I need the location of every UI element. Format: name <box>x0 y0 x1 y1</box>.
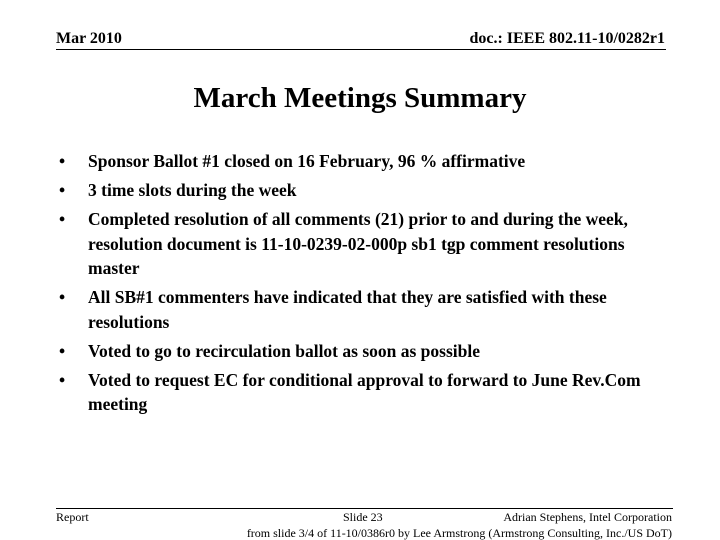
bullet-icon: • <box>59 340 66 361</box>
footer-label: Report <box>56 510 89 524</box>
bullet-icon: • <box>59 151 66 171</box>
footer-slide-number: Slide 23 <box>343 510 383 524</box>
bullet-text: Voted to request EC for conditional approval to forward to June Rev.Com meeting <box>88 369 641 414</box>
bullet-item <box>55 339 665 364</box>
bullet-item <box>55 368 665 417</box>
bullet-item <box>55 149 665 174</box>
bullet-icon: • <box>59 369 66 390</box>
bullet-text: Completed resolution of all comments (21) prior to and during the week, resolution document is 11-10-0239-02-000p sb1 tgp comment resolutions master <box>88 209 628 278</box>
footer-source: from slide 3/4 of 11-10/0386r0 by Lee Armstrong (Armstrong Consulting, Inc./US DoT) <box>246 526 672 540</box>
bullet-item <box>55 207 665 281</box>
slide-title: March Meetings Summary <box>193 82 527 114</box>
bullet-text: Voted to go to recirculation ballot as soon as possible <box>88 340 480 361</box>
bullet-icon: • <box>59 287 66 307</box>
footer-divider <box>56 508 673 509</box>
bullet-icon: • <box>59 209 66 229</box>
bullet-list <box>55 149 665 421</box>
bullet-text: All SB#1 commenters have indicated that they are satisfied with these resolutions <box>88 287 607 332</box>
bullet-text: 3 time slots during the week <box>88 180 297 200</box>
header-divider <box>56 49 666 50</box>
bullet-item <box>55 178 665 203</box>
bullet-item <box>55 285 665 334</box>
bullet-icon: • <box>59 180 66 200</box>
header-date: Mar 2010 <box>56 30 122 47</box>
header-doc-id: doc.: IEEE 802.11-10/0282r1 <box>469 30 665 47</box>
bullet-text: Sponsor Ballot #1 closed on 16 February, 96 % affirmative <box>88 151 526 171</box>
footer-author: Adrian Stephens, Intel Corporation <box>503 510 672 524</box>
